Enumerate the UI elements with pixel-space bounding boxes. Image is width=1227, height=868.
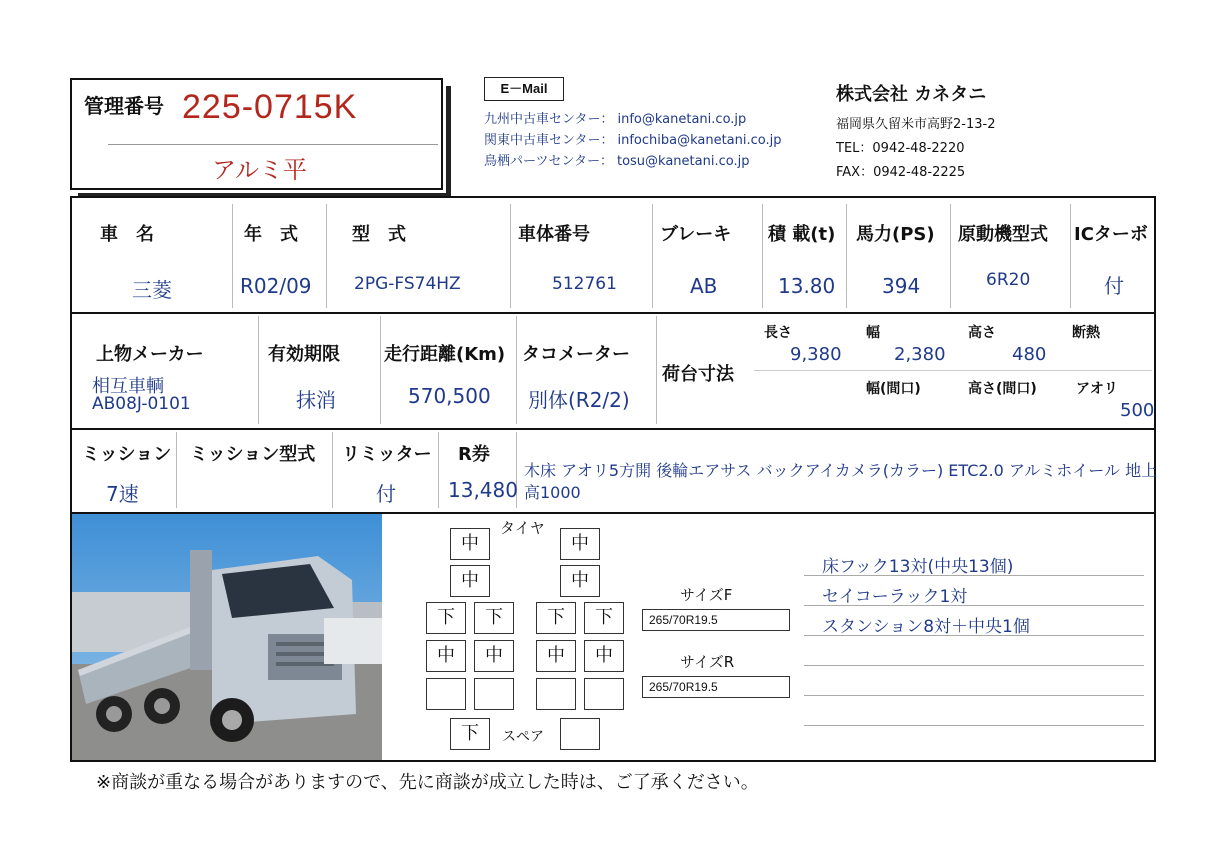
label-insulation: 断熱 <box>1072 325 1100 341</box>
tire-rear-left-inner-1: 下 <box>474 602 514 634</box>
col-divider <box>232 204 233 308</box>
row-divider <box>72 428 1154 430</box>
tire-front-left-1: 中 <box>450 528 490 560</box>
email-address[interactable]: infochiba@kanetani.co.jp <box>617 133 782 148</box>
header-mission-type: ミッション型式 <box>190 444 316 465</box>
value-tachometer: 別体(R2/2) <box>528 388 630 412</box>
tire-front-right-1: 中 <box>560 528 600 560</box>
tire-rear-right-inner-2: 中 <box>536 640 576 672</box>
col-divider <box>176 432 177 508</box>
value-mileage: 570,500 <box>408 384 491 408</box>
label-height: 高さ <box>968 325 996 341</box>
size-r-label: サイズR <box>680 653 735 671</box>
truck-photo <box>72 514 382 760</box>
email-center: 関東中古車センター： <box>484 133 614 148</box>
management-box <box>70 78 443 190</box>
header-engine-type: 原動機型式 <box>958 224 1048 245</box>
value-load: 13.80 <box>778 274 836 298</box>
col-divider <box>510 204 511 308</box>
tire-rear-left-inner-3 <box>474 678 514 710</box>
label-width: 幅 <box>866 325 880 341</box>
col-divider <box>380 316 381 424</box>
management-divider <box>108 144 438 145</box>
value-body-maker: 相互車輌 <box>92 376 164 397</box>
header-ic-turbo: ICターボ <box>1074 224 1148 245</box>
header-tachometer: タコメーター <box>522 344 630 365</box>
email-label: E－Mail <box>484 77 564 101</box>
value-expiry: 抹消 <box>296 388 336 412</box>
value-car-name: 三菱 <box>132 278 172 302</box>
value-length: 9,380 <box>790 344 842 365</box>
email-row-tosu <box>484 150 749 169</box>
header-horsepower: 馬力(PS) <box>856 224 935 245</box>
email-row-kyushu <box>484 108 746 127</box>
value-horsepower: 394 <box>882 274 921 298</box>
note-2: セイコーラック1対 <box>822 587 968 607</box>
note-line <box>804 725 1144 726</box>
note-3: スタンション8対＋中央1個 <box>822 617 1030 637</box>
tire-front-right-2: 中 <box>560 565 600 597</box>
header-body-maker: 上物メーカー <box>96 344 204 365</box>
value-ic-turbo: 付 <box>1104 274 1124 298</box>
col-divider <box>846 204 847 308</box>
note-line <box>804 605 1144 606</box>
header-limiter: リミッター <box>342 444 432 465</box>
value-r-ticket: 13,480 <box>448 478 518 502</box>
col-divider <box>762 204 763 308</box>
equipment-line-2: 高1000 <box>524 483 581 502</box>
equipment-line-1: 木床 アオリ5方開 後輪エアサス バックアイカメラ(カラー) ETC2.0 アルミホイール 地上 <box>524 461 1158 480</box>
email-center: 九州中古車センター： <box>484 112 614 127</box>
footer-notice: ※商談が重なる場合がありますので、先に商談が成立した時は、ご了承ください。 <box>96 772 759 793</box>
value-year: R02/09 <box>240 274 312 298</box>
dims-divider <box>754 370 1152 371</box>
truck-image <box>72 514 382 760</box>
tire-rear-right-inner-1: 下 <box>536 602 576 634</box>
tire-rear-left-outer-2: 中 <box>426 640 466 672</box>
header-mission: ミッション <box>82 444 172 465</box>
value-model: 2PG-FS74HZ <box>354 274 461 294</box>
col-divider <box>258 316 259 424</box>
tire-rear-left-inner-2: 中 <box>474 640 514 672</box>
header-r-ticket: R券 <box>458 444 490 465</box>
note-line <box>804 575 1144 576</box>
col-divider <box>326 204 327 308</box>
label-height-opening: 高さ(間口) <box>968 381 1037 397</box>
row-divider <box>72 312 1154 314</box>
note-line <box>804 695 1144 696</box>
header-mileage: 走行距離(Km) <box>384 344 506 365</box>
tire-rear-left-outer-3 <box>426 678 466 710</box>
company-fax: FAX：0942-48-2225 <box>836 165 966 180</box>
header-chassis-number: 車体番号 <box>518 224 590 245</box>
header-cargo-dimensions: 荷台寸法 <box>662 364 734 385</box>
col-divider <box>438 432 439 508</box>
col-divider <box>516 316 517 424</box>
value-brake: AB <box>690 274 718 298</box>
management-number: 225-0715K <box>182 88 358 126</box>
tire-title: タイヤ <box>500 519 545 537</box>
company-tel: TEL：0942-48-2220 <box>836 141 965 156</box>
col-divider <box>656 316 657 424</box>
size-f-label: サイズF <box>680 586 733 604</box>
header-car-name: 車 名 <box>100 224 154 245</box>
value-limiter: 付 <box>376 482 396 506</box>
tire-spare-1: 下 <box>450 718 490 750</box>
value-engine-type: 6R20 <box>986 270 1031 290</box>
col-divider <box>332 432 333 508</box>
tire-rear-left-outer-1: 下 <box>426 602 466 634</box>
label-side-gate: アオリ <box>1076 381 1118 397</box>
value-height: 480 <box>1012 344 1047 365</box>
email-center: 鳥栖パーツセンター： <box>484 154 613 169</box>
tire-rear-right-inner-3 <box>536 678 576 710</box>
tire-rear-right-outer-3 <box>584 678 624 710</box>
col-divider <box>1070 204 1071 308</box>
management-label: 管理番号 <box>84 94 164 118</box>
header-load: 積 載(t) <box>768 224 836 245</box>
note-line <box>804 635 1144 636</box>
company-name: 株式会社 カネタニ <box>836 84 987 105</box>
value-width: 2,380 <box>894 344 946 365</box>
spare-label: スペア <box>502 729 544 745</box>
email-row-kanto <box>484 129 782 148</box>
value-mission: 7速 <box>106 482 139 506</box>
header-model: 型 式 <box>352 224 406 245</box>
tire-spare-2 <box>560 718 600 750</box>
body-type: アルミ平 <box>212 156 308 184</box>
value-body-maker-model: AB08J-0101 <box>92 394 191 414</box>
header-year: 年 式 <box>244 224 298 245</box>
header-brake: ブレーキ <box>660 224 732 245</box>
email-address[interactable]: info@kanetani.co.jp <box>617 112 747 127</box>
value-chassis-number: 512761 <box>552 274 617 294</box>
tire-rear-right-outer-2: 中 <box>584 640 624 672</box>
company-address: 福岡県久留米市高野2-13-2 <box>836 117 996 132</box>
note-1: 床フック13対(中央13個) <box>822 557 1014 577</box>
email-address[interactable]: tosu@kanetani.co.jp <box>616 154 750 169</box>
label-length: 長さ <box>764 325 792 341</box>
header-expiry: 有効期限 <box>268 344 340 365</box>
tire-front-left-2: 中 <box>450 565 490 597</box>
col-divider <box>652 204 653 308</box>
note-line <box>804 665 1144 666</box>
col-divider <box>950 204 951 308</box>
size-f-value: 265/70R19.5 <box>642 609 790 631</box>
size-r-value: 265/70R19.5 <box>642 676 790 698</box>
label-width-opening: 幅(間口) <box>866 381 921 397</box>
value-side-gate: 500 <box>1120 400 1155 421</box>
tire-rear-right-outer-1: 下 <box>584 602 624 634</box>
